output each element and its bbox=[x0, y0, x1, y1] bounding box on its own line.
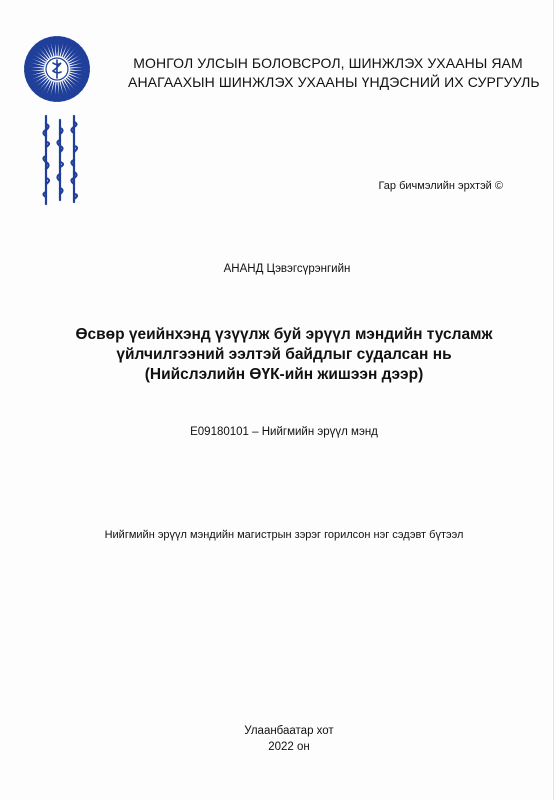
ministry-name: МОНГОЛ УЛСЫН БОЛОВСРОЛ, ШИНЖЛЭХ УХААНЫ ЯАМ bbox=[133, 55, 523, 71]
author-name: АНАНД Цэвэгсүрэнгийн bbox=[223, 263, 351, 275]
university-emblem-icon bbox=[22, 34, 92, 104]
year: 2022 он bbox=[268, 741, 310, 753]
university-name: АНАГААХЫН ШИНЖЛЭХ УХААНЫ ҮНДЭСНИЙ ИХ СУРГУУЛЬ bbox=[128, 74, 540, 90]
thesis-title-line-3: (Нийслэлийн ӨҮК-ийн жишээн дээр) bbox=[144, 366, 424, 383]
place-and-year bbox=[0, 723, 554, 755]
mongolian-script-icon bbox=[36, 112, 88, 208]
thesis-title-line-2: үйлчилгээний ээлтэй байдлыг судалсан нь bbox=[116, 346, 452, 363]
thesis-title bbox=[0, 325, 554, 385]
city: Улаанбаатар хот bbox=[244, 725, 334, 737]
specialty-code: E09180101 – Нийгмийн эрүүл мэнд bbox=[190, 426, 378, 438]
degree-statement: Нийгмийн эрүүл мэндийн магистрын зэрэг горилсон нэг сэдэвт бүтээл bbox=[104, 529, 464, 541]
copyright-notice: Гар бичмэлийн эрхтэй © bbox=[378, 180, 503, 192]
institution-header bbox=[128, 54, 540, 92]
thesis-title-line-1: Өсвөр үеийнхэнд үзүүлж буй эрүүл мэндийн тусламж bbox=[75, 326, 493, 343]
